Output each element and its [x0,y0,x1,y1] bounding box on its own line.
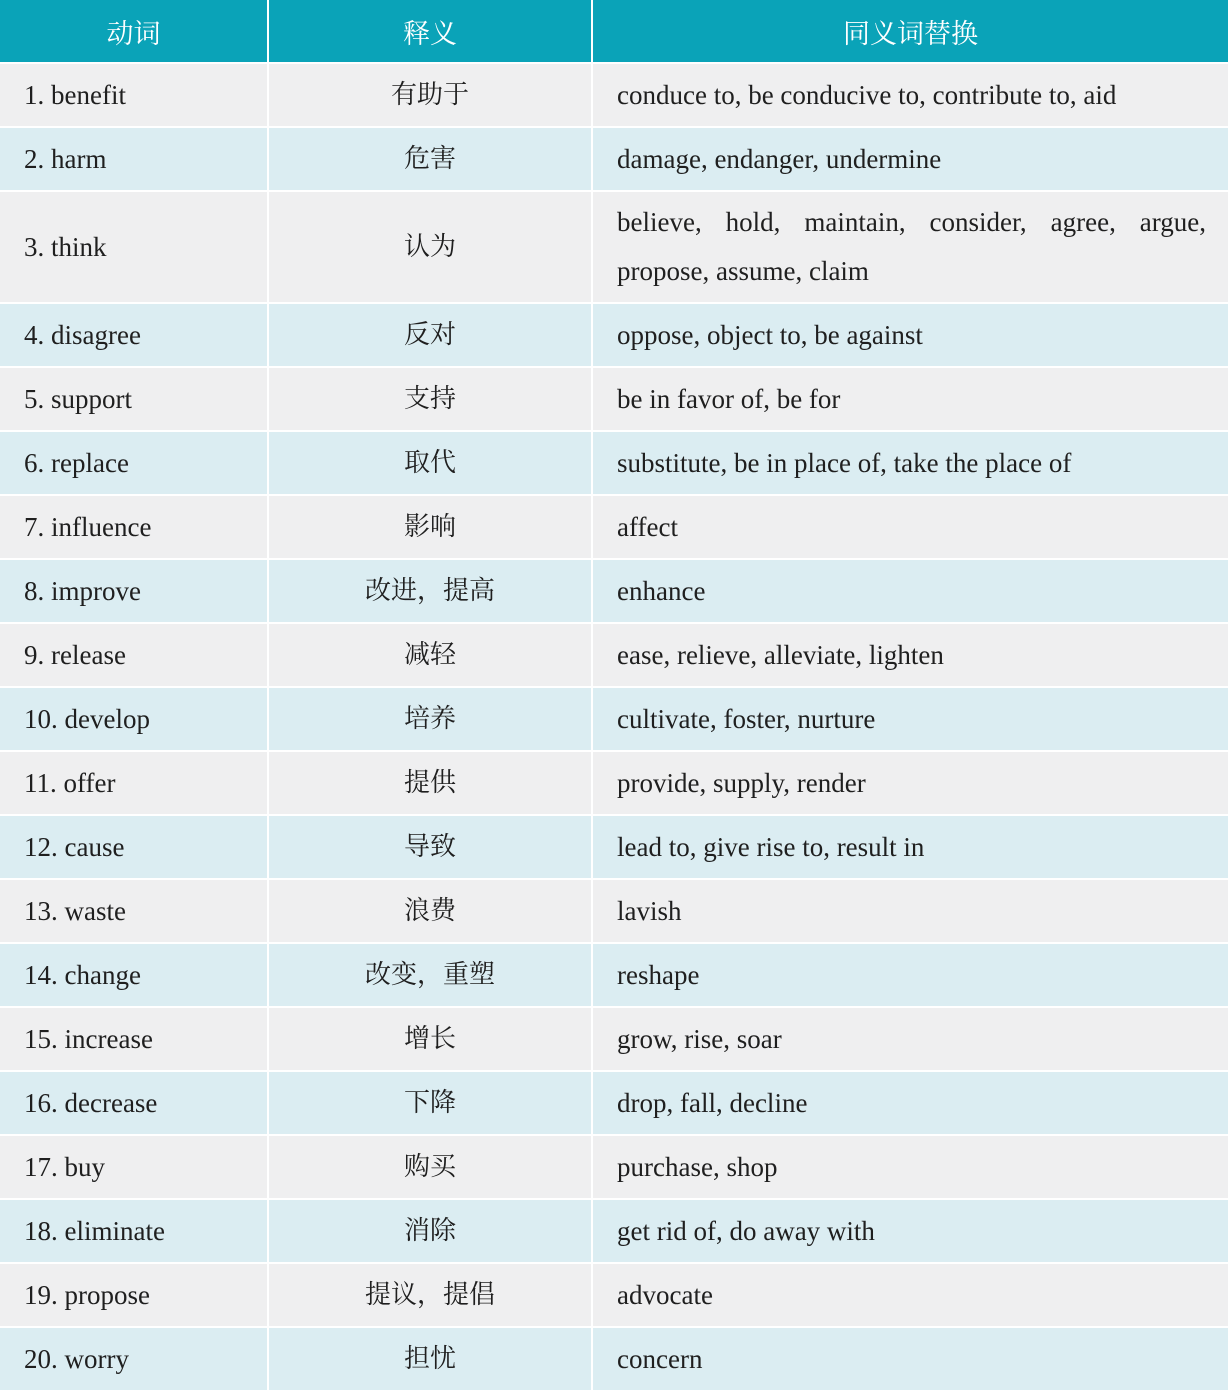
meaning-cell: 影响 [268,495,592,559]
meaning-cell: 消除 [268,1199,592,1263]
verb-cell: 17. buy [0,1135,268,1199]
meaning-cell: 购买 [268,1135,592,1199]
verb-cell: 12. cause [0,815,268,879]
synonyms-cell: lead to, give rise to, result in [592,815,1228,879]
table-row [0,623,1228,687]
table-row [0,127,1228,191]
verb-cell: 11. offer [0,751,268,815]
verb-cell: 5. support [0,367,268,431]
table-row [0,1135,1228,1199]
table-row [0,1327,1228,1390]
meaning-cell: 取代 [268,431,592,495]
table-row [0,751,1228,815]
synonyms-cell: cultivate, foster, nurture [592,687,1228,751]
synonyms-cell: ease, relieve, alleviate, lighten [592,623,1228,687]
meaning-cell: 提供 [268,751,592,815]
table-row [0,559,1228,623]
synonyms-cell: purchase, shop [592,1135,1228,1199]
verb-cell: 9. release [0,623,268,687]
synonyms-cell: lavish [592,879,1228,943]
table-row [0,1199,1228,1263]
table-row [0,431,1228,495]
header-verb: 动词 [0,0,268,63]
table-row [0,1007,1228,1071]
synonyms-cell: conduce to, be conducive to, contribute to, aid [592,63,1228,127]
table-row [0,303,1228,367]
table-row [0,63,1228,127]
table-row [0,495,1228,559]
meaning-cell: 增长 [268,1007,592,1071]
synonyms-cell: be in favor of, be for [592,367,1228,431]
synonyms-cell: oppose, object to, be against [592,303,1228,367]
table-row [0,815,1228,879]
table-body [0,63,1228,1390]
meaning-cell: 反对 [268,303,592,367]
table-row [0,1263,1228,1327]
verb-cell: 1. benefit [0,63,268,127]
meaning-cell: 提议，提倡 [268,1263,592,1327]
synonyms-cell: damage, endanger, undermine [592,127,1228,191]
meaning-cell: 导致 [268,815,592,879]
synonyms-cell: advocate [592,1263,1228,1327]
synonyms-cell: drop, fall, decline [592,1071,1228,1135]
meaning-cell: 培养 [268,687,592,751]
verb-cell: 14. change [0,943,268,1007]
meaning-cell: 有助于 [268,63,592,127]
meaning-cell: 改变，重塑 [268,943,592,1007]
meaning-cell: 改进，提高 [268,559,592,623]
verb-cell: 13. waste [0,879,268,943]
table-row [0,1071,1228,1135]
meaning-cell: 担忧 [268,1327,592,1390]
meaning-cell: 支持 [268,367,592,431]
synonyms-cell: concern [592,1327,1228,1390]
verb-cell: 6. replace [0,431,268,495]
verb-cell: 8. improve [0,559,268,623]
verb-cell: 20. worry [0,1327,268,1390]
header-row [0,0,1228,63]
verb-cell: 4. disagree [0,303,268,367]
header-synonyms: 同义词替换 [592,0,1228,63]
verb-cell: 7. influence [0,495,268,559]
verb-cell: 15. increase [0,1007,268,1071]
synonyms-cell: substitute, be in place of, take the place of [592,431,1228,495]
synonyms-cell: reshape [592,943,1228,1007]
table-row [0,943,1228,1007]
verb-cell: 10. develop [0,687,268,751]
synonyms-cell: get rid of, do away with [592,1199,1228,1263]
synonyms-cell: enhance [592,559,1228,623]
table-header [0,0,1228,63]
meaning-cell: 下降 [268,1071,592,1135]
header-meaning: 释义 [268,0,592,63]
meaning-cell: 浪费 [268,879,592,943]
verb-cell: 16. decrease [0,1071,268,1135]
table-row [0,191,1228,303]
meaning-cell: 减轻 [268,623,592,687]
verb-cell: 18. eliminate [0,1199,268,1263]
synonyms-cell: affect [592,495,1228,559]
synonyms-cell: provide, supply, render [592,751,1228,815]
verb-cell: 3. think [0,191,268,303]
table-row [0,879,1228,943]
meaning-cell: 危害 [268,127,592,191]
table-row [0,687,1228,751]
table-row [0,367,1228,431]
synonyms-cell: grow, rise, soar [592,1007,1228,1071]
synonyms-cell: believe, hold, maintain, consider, agree, argue, propose, assume, claim [592,191,1228,303]
meaning-cell: 认为 [268,191,592,303]
verb-cell: 19. propose [0,1263,268,1327]
verb-cell: 2. harm [0,127,268,191]
